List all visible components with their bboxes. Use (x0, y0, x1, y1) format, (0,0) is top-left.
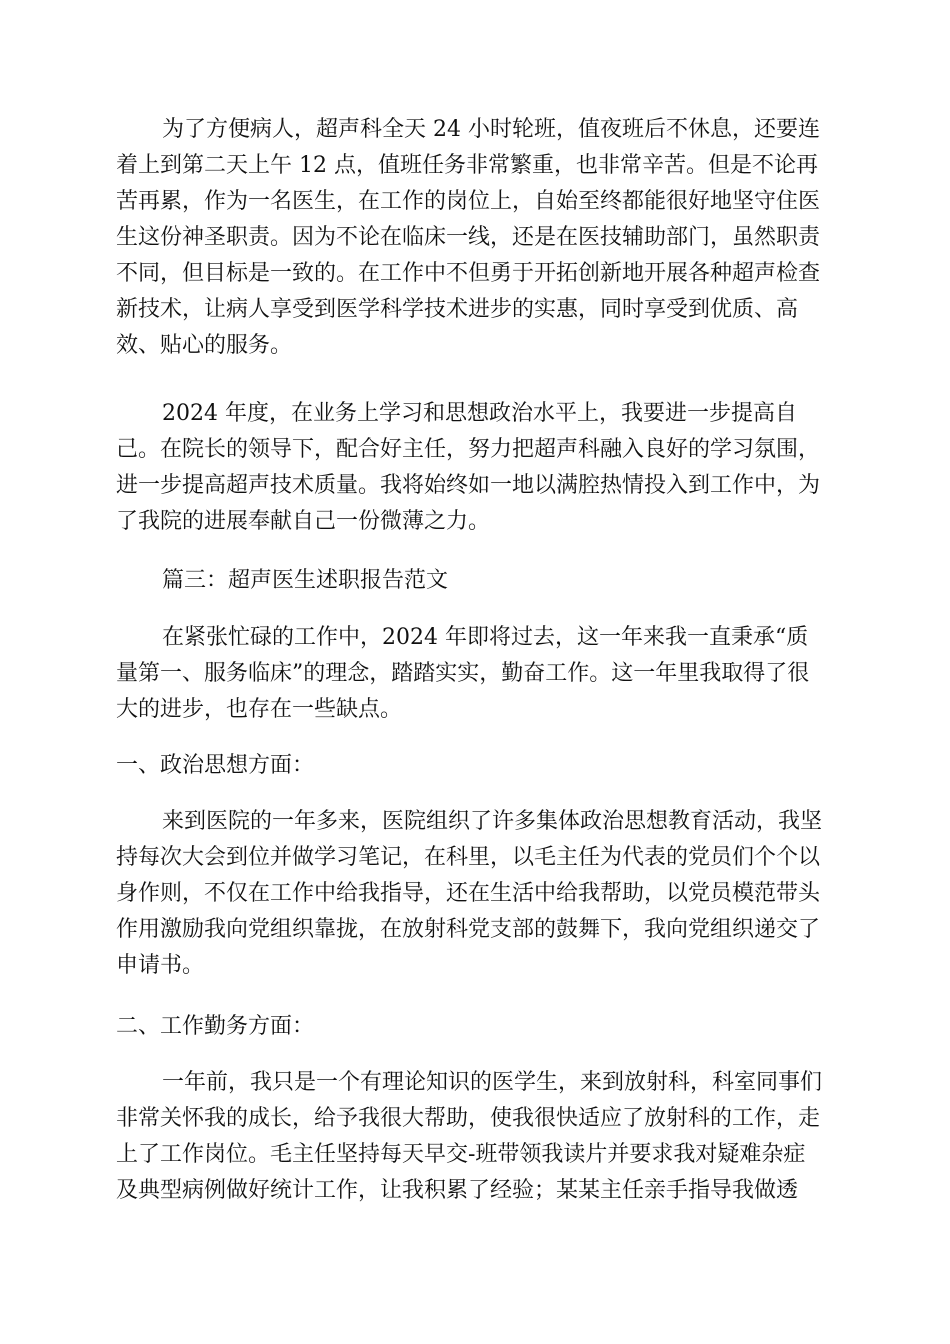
text-line: 生这份神圣职责。因为不论在临床一线，还是在医技辅助部门，虽然职责 (116, 225, 821, 250)
text-line: 非常关怀我的成长，给予我很大帮助，使我很快适应了放射科的工作，走 (116, 1106, 821, 1131)
text-line: 苦再累，作为一名医生，在工作的岗位上，自始至终都能很好地坚守住医 (116, 189, 821, 214)
text-line: 着上到第二天上午 12 点，值班任务非常繁重，也非常辛苦。但是不论再 (116, 153, 818, 178)
text-line: 在紧张忙碌的工作中，2024 年即将过去，这一年来我一直秉承“质 (162, 625, 809, 650)
text-line: 及典型病例做好统计工作，让我积累了经验；某某主任亲手指导我做透 (116, 1178, 799, 1203)
text-line: 身作则，不仅在工作中给我指导，还在生活中给我帮助，以党员模范带头 (116, 881, 821, 906)
text-line: 为了方便病人，超声科全天 24 小时轮班，值夜班后不休息，还要连 (162, 117, 820, 142)
text-line: 2024 年度，在业务上学习和思想政治水平上，我要进一步提高自 (162, 401, 797, 426)
text-line: 上了工作岗位。毛主任坚持每天早交-班带领我读片并要求我对疑难杂症 (116, 1142, 806, 1167)
text-line: 持每次大会到位并做学习笔记，在科里，以毛主任为代表的党员们个个以 (116, 845, 821, 870)
text-line: 一年前，我只是一个有理论知识的医学生，来到放射科，科室同事们 (162, 1070, 823, 1095)
text-line: 己。在院长的领导下，配合好主任，努力把超声科融入良好的学习氛围， (116, 437, 821, 462)
text-line: 新技术，让病人享受到医学科学技术进步的实惠，同时享受到优质、高 (116, 297, 799, 322)
text-line: 作用激励我向党组织靠拢，在放射科党支部的鼓舞下，我向党组织递交了 (116, 917, 821, 942)
text-line: 大的进步，也存在一些缺点。 (116, 697, 403, 722)
text-line: 申请书。 (116, 953, 205, 978)
section-heading: 篇三：超声医生述职报告范文 (162, 568, 449, 593)
text-line: 量第一、服务临床”的理念，踏踏实实，勤奋工作。这一年里我取得了很 (116, 661, 810, 686)
text-line: 不同，但目标是一致的。在工作中不但勇于开拓创新地开展各种超声检查 (116, 261, 821, 286)
section-heading: 二、工作勤务方面： (116, 1014, 315, 1039)
text-line: 进一步提高超声技术质量。我将始终如一地以满腔热情投入到工作中，为 (116, 473, 821, 498)
text-line: 了我院的进展奉献自己一份微薄之力。 (116, 509, 491, 534)
text-line: 效、贴心的服务。 (116, 333, 293, 358)
section-heading: 一、政治思想方面： (116, 753, 315, 778)
text-line: 来到医院的一年多来，医院组织了许多集体政治思想教育活动，我坚 (162, 809, 823, 834)
